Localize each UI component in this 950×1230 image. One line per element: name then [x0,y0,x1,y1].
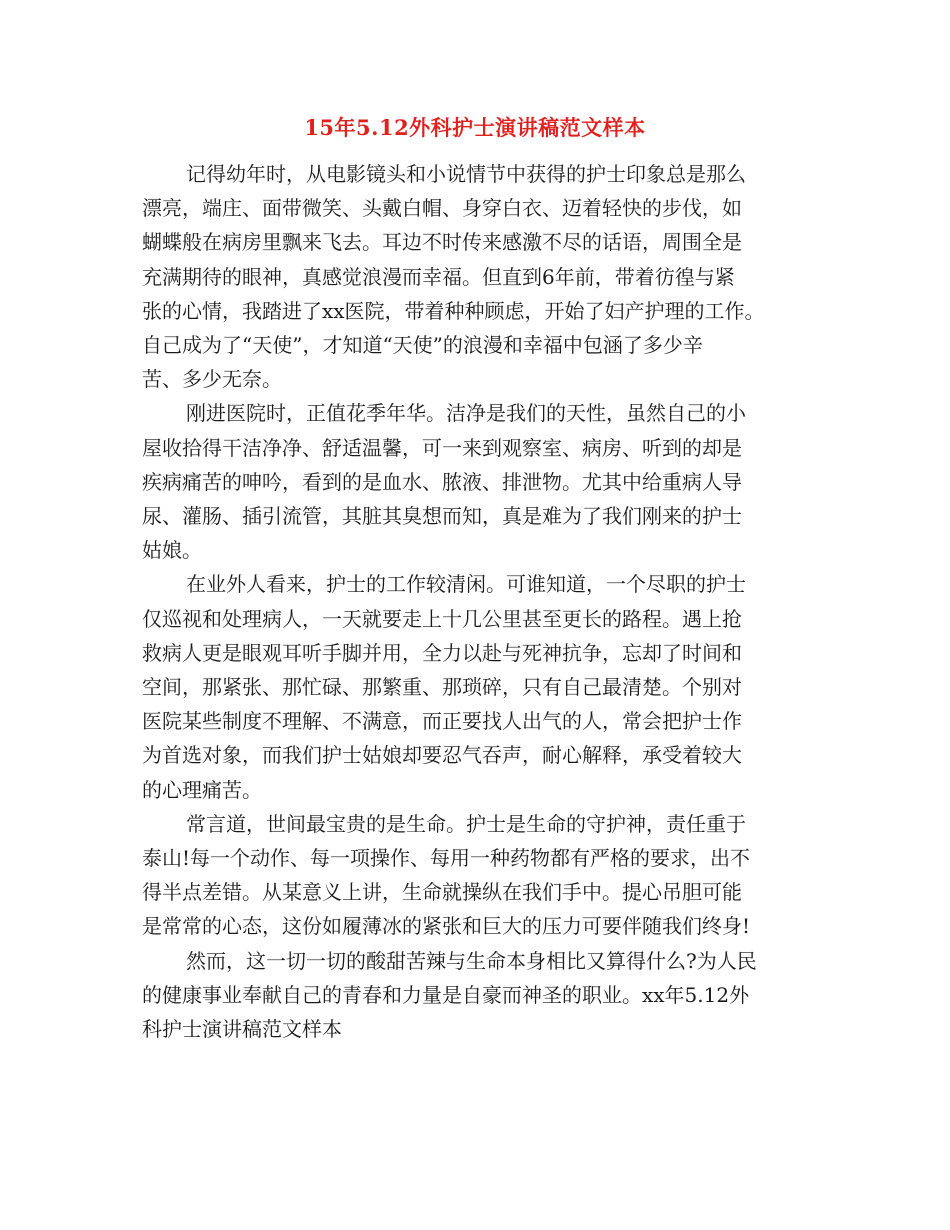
text-line: 姑娘。 [142,538,202,563]
text-line: 医院某些制度不理解、不满意，而正要找人出气的人，常会把护士作 [142,709,742,734]
text-line: 泰山!每一个动作、每一项操作、每用一种药物都有严格的要求，出不 [142,846,751,871]
paragraph-5 [142,944,822,1047]
text-line: 仅巡视和处理病人，一天就要走上十几公里甚至更长的路程。遇上抢 [142,606,742,631]
text-line: 是常常的心态，这份如履薄冰的紧张和巨大的压力可要伴随我们终身! [142,914,751,939]
text-line: 科护士演讲稿范文样本 [142,1017,342,1042]
text-line: 漂亮，端庄、面带微笑、头戴白帽、身穿白衣、迈着轻快的步伐，如 [142,196,742,221]
text-line: 常言道，世间最宝贵的是生命。护士是生命的守护神，责任重于 [186,811,746,836]
paragraph-2 [142,396,822,567]
text-line: 在业外人看来，护士的工作较清闲。可谁知道，一个尽职的护士 [186,572,746,597]
text-line: 空间，那紧张、那忙碌、那繁重、那琐碎，只有自己最清楚。个别对 [142,675,742,700]
paragraph-3 [142,567,822,806]
text-line: 救病人更是眼观耳听手脚并用，全力以赴与死神抗争，忘却了时间和 [142,640,742,665]
text-line: 尿、灌肠、插引流管，其脏其臭想而知，真是难为了我们刚来的护士 [142,504,742,529]
text-line: 刚进医院时，正值花季年华。洁净是我们的天性，虽然自己的小 [186,401,746,426]
text-line: 张的心情，我踏进了xx医院，带着种种顾虑，开始了妇产护理的工作。 [142,298,765,323]
text-line: 屋收拾得干洁净净、舒适温馨，可一来到观察室、病房、听到的却是 [142,435,742,460]
text-line: 为首选对象，而我们护士姑娘却要忍气吞声，耐心解释，承受着较大 [142,743,742,768]
text-line: 蝴蝶般在病房里飘来飞去。耳边不时传来感激不尽的话语，周围全是 [142,230,742,255]
text-line: 然而，这一切一切的酸甜苦辣与生命本身相比又算得什么?为人民 [186,948,757,973]
text-line: 得半点差错。从某意义上讲，生命就操纵在我们手中。提心吊胆可能 [142,880,742,905]
text-line: 疾病痛苦的呻吟，看到的是血水、脓液、排泄物。尤其中给重病人导 [142,469,742,494]
document-title: 15年5.12外科护士演讲稿范文样本 [304,115,646,140]
text-line: 的健康事业奉献自己的青春和力量是自豪而神圣的职业。xx年5.12外 [142,982,750,1007]
text-line: 的心理痛苦。 [142,777,262,802]
paragraph-4 [142,807,822,944]
text-line: 自己成为了“天使”，才知道“天使”的浪漫和幸福中包涵了多少辛 [142,333,703,358]
text-line: 充满期待的眼神，真感觉浪漫而幸福。但直到6年前，带着彷徨与紧 [142,264,735,289]
text-line: 苦、多少无奈。 [142,367,282,392]
document-body [142,157,822,1046]
paragraph-1 [142,157,822,396]
text-line: 记得幼年时，从电影镜头和小说情节中获得的护士印象总是那么 [186,162,746,186]
